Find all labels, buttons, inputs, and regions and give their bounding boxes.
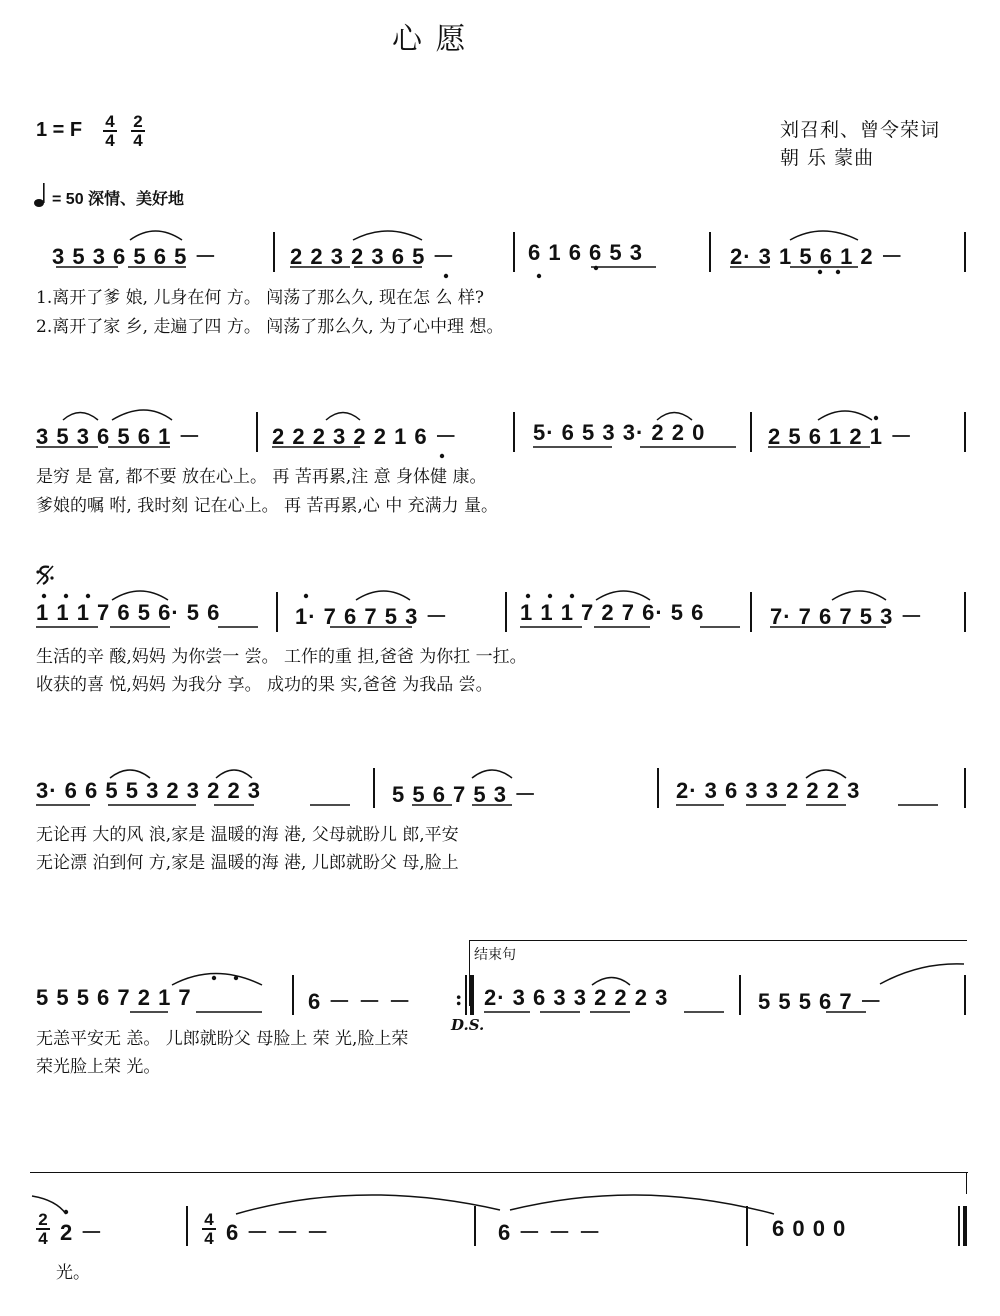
lyric-line-2: 无论漂 泊到何 方,家是 温暖的海 港, 儿郎就盼父 母,脸上 <box>36 853 459 873</box>
slur-mark <box>818 411 872 420</box>
lyric-line-2: 爹娘的嘱 咐, 我时刻 记在心上。 再 苦再累,心 中 充满力 量。 <box>36 496 499 516</box>
measure-4: 2· 3 1 5 6 1 2 － <box>730 244 904 269</box>
slur-mark <box>356 591 410 600</box>
tie-mark <box>880 964 964 984</box>
lyric-line-1: 光。 <box>56 1263 90 1283</box>
lyric-line-2: 荣光脸上荣 光。 <box>36 1057 161 1077</box>
measure-20: 2 － <box>60 1220 104 1245</box>
key-signature: 1 = F <box>36 119 83 141</box>
slur-mark <box>472 770 512 778</box>
ending-label: 结束句 <box>474 947 516 963</box>
slur-mark <box>172 974 262 986</box>
slur-mark <box>790 231 858 240</box>
lyric-line-1: 无恙平安无 恙。 儿郎就盼父 母脸上 荣 光,脸上荣 <box>36 1029 409 1049</box>
time-signature-2-4: $\frac{2}{4}$ <box>131 113 145 149</box>
measure-19: 5 5 5 6 7 － <box>758 989 883 1014</box>
measure-9: 1 1 1 7 6 5 6· 5 6 <box>36 600 221 625</box>
measure-15: 2· 3 6 3 3 2 2 2 3 <box>676 778 861 803</box>
measure-21: 6 － － － <box>226 1220 330 1245</box>
lyricist-credit: 刘召利、曾令荣词 <box>780 119 941 141</box>
slur-mark <box>110 770 150 778</box>
slur-mark <box>832 591 886 600</box>
slur-mark <box>326 413 360 421</box>
measure-10: 1· 7 6 7 5 3 － <box>295 604 449 629</box>
slur-mark <box>63 413 98 421</box>
lyric-line-1: 生活的辛 酸,妈妈 为你尝一 尝。 工作的重 担,爸爸 为你扛 一扛。 <box>36 647 527 667</box>
measure-6: 2 2 2 3 2 2 1 6 － <box>272 424 458 449</box>
song-title: 心 愿 <box>392 22 468 57</box>
measure-7: 5· 6 5 3 3· 2 2 0 <box>533 420 706 445</box>
slur-mark <box>657 413 692 421</box>
measure-17: 6 － － － <box>308 989 412 1014</box>
lyric-line-1: 是穷 是 富, 都不要 放在心上。 再 苦再累,注 意 身体健 康。 <box>36 467 487 487</box>
lyric-line-1: 1.离开了爹 娘, 儿身在何 方。 闯荡了那么久, 现在怎 么 样? <box>36 288 484 308</box>
dal-segno-mark: D.S. <box>451 1016 485 1034</box>
lyric-line-2: 2.离开了家 乡, 走遍了四 方。 闯荡了那么久, 为了心中理 想。 <box>36 317 504 337</box>
measure-5: 3 5 3 6 5 6 1 － <box>36 424 202 449</box>
slur-mark <box>596 591 650 600</box>
measure-14: 5 5 6 7 5 3 － <box>392 782 538 807</box>
slur-mark <box>353 231 422 240</box>
repeat-dots: : <box>455 986 463 1010</box>
measure-8: 2 5 6 1 2 1 － <box>768 424 914 449</box>
tie-mark <box>32 1196 66 1214</box>
slur-mark <box>112 591 168 600</box>
measure-1: 3 5 3 6 5 6 5 － <box>52 244 218 269</box>
time-signature-4-4: $\frac{4}{4}$ <box>103 113 117 149</box>
lyric-line-1: 无论再 大的风 浪,家是 温暖的海 港, 父母就盼儿 郎,平安 <box>36 825 459 845</box>
slur-mark <box>130 231 182 240</box>
tie-mark <box>510 1195 774 1214</box>
measure-13: 3· 6 6 5 5 3 2 3 2 2 3 <box>36 778 262 803</box>
time-signature-4-4: $\frac{4}{4}$ <box>202 1211 216 1247</box>
slur-mark <box>216 770 252 778</box>
slur-mark <box>806 770 846 778</box>
lyric-line-2: 收获的喜 悦,妈妈 为我分 享。 成功的果 实,爸爸 为我品 尝。 <box>36 675 493 695</box>
composer-credit: 朝 乐 蒙曲 <box>780 147 875 169</box>
slur-mark <box>592 978 630 986</box>
measure-2: 2 2 3 2 3 6 5 － <box>290 244 456 269</box>
tempo-marking: = 50 深情、美好地 <box>52 191 185 208</box>
measure-3: 6 1 6 6 5 3 <box>528 240 643 265</box>
measure-16: 5 5 5 6 7 2 1 7 <box>36 985 192 1010</box>
measure-12: 7· 7 6 7 5 3 － <box>770 604 924 629</box>
tie-mark <box>236 1195 500 1214</box>
measure-18: 2· 3 6 3 3 2 2 2 3 <box>484 985 669 1010</box>
measure-11: 1 1 1 7 2 7 6· 5 6 <box>520 600 705 625</box>
measure-22: 6 － － － <box>498 1220 602 1245</box>
time-signature-2-4: $\frac{2}{4}$ <box>36 1211 50 1247</box>
measure-23: 6 0 0 0 <box>772 1216 847 1241</box>
slur-mark <box>112 410 172 420</box>
